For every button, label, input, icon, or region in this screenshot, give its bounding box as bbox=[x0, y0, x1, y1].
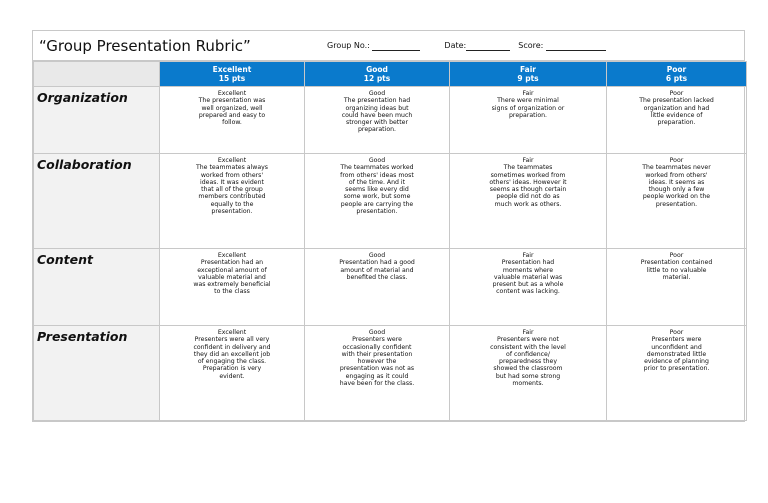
level-points: 15 pts bbox=[218, 74, 246, 83]
cell-description: Presentation had an exceptional amount of valuable material and was extremely beneficial to the class bbox=[193, 259, 271, 296]
rubric-cell bbox=[607, 249, 747, 326]
rubric-row-presentation bbox=[34, 326, 747, 421]
rubric-title: “Group Presentation Rubric” bbox=[39, 36, 251, 55]
level-points: 12 pts bbox=[363, 74, 391, 83]
cell-level: Poor bbox=[669, 157, 684, 164]
form-fields bbox=[327, 41, 606, 51]
rubric-row-content bbox=[34, 249, 747, 326]
cell-description: Presentation contained little to no valuable material. bbox=[640, 259, 713, 281]
cell-description: There were minimal signs of organization or preparation. bbox=[491, 97, 565, 119]
level-points: 9 pts bbox=[517, 74, 539, 83]
level-name: Poor bbox=[666, 65, 687, 74]
rubric-row-organization bbox=[34, 87, 747, 154]
cell-description: The presentation had organizing ideas but could have been much stronger with better preparation. bbox=[341, 97, 413, 134]
cell-description: Presenters were all very confident in delivery and they did an excellent job of engaging the class. Preparation is very evident. bbox=[193, 336, 271, 380]
rubric-cell bbox=[607, 87, 747, 154]
rubric-cell bbox=[305, 249, 450, 326]
cell-level: Excellent bbox=[217, 329, 247, 336]
rubric-cell bbox=[305, 326, 450, 421]
cell-description: The teammates worked from others' ideas most of the time. And it seems like every did some work, but some people are carrying the presentation. bbox=[340, 164, 414, 216]
level-name: Excellent bbox=[212, 65, 252, 74]
rubric-cell bbox=[160, 326, 305, 421]
date-field[interactable] bbox=[466, 41, 510, 51]
cell-level: Poor bbox=[669, 90, 684, 97]
group-number-field[interactable] bbox=[372, 41, 420, 51]
level-header-good bbox=[305, 62, 450, 87]
rubric-cell bbox=[450, 249, 607, 326]
rubric-sheet bbox=[32, 30, 745, 422]
cell-level: Good bbox=[368, 90, 386, 97]
cell-description: The teammates sometimes worked from others' ideas. However it seems as though certain people did not do as much work as others. bbox=[489, 164, 567, 208]
level-header-fair bbox=[450, 62, 607, 87]
score-field[interactable] bbox=[546, 41, 606, 51]
cell-level: Fair bbox=[522, 157, 534, 164]
cell-level: Fair bbox=[522, 252, 534, 259]
criterion-name: Collaboration bbox=[37, 157, 132, 172]
level-header-row bbox=[34, 62, 747, 87]
cell-level: Poor bbox=[669, 329, 684, 336]
rubric-cell bbox=[160, 249, 305, 326]
cell-description: The teammates never worked from others' ideas. It seems as though only a few people worked on the presentation. bbox=[642, 164, 711, 208]
criterion-cell bbox=[34, 249, 160, 326]
cell-description: Presentation had moments where valuable material was present but as a whole content was lacking. bbox=[492, 259, 564, 296]
level-name: Good bbox=[366, 65, 388, 74]
level-name: Fair bbox=[519, 65, 536, 74]
cell-level: Fair bbox=[522, 90, 534, 97]
criterion-cell bbox=[34, 154, 160, 249]
cell-level: Excellent bbox=[217, 252, 247, 259]
rubric-cell bbox=[607, 326, 747, 421]
rubric-cell bbox=[450, 326, 607, 421]
rubric-cell bbox=[450, 154, 607, 249]
rubric-row-collaboration bbox=[34, 154, 747, 249]
cell-level: Good bbox=[368, 157, 386, 164]
rubric-cell bbox=[160, 154, 305, 249]
corner-cell bbox=[34, 62, 160, 87]
date-label: Date: bbox=[444, 41, 467, 50]
level-header-poor bbox=[607, 62, 747, 87]
cell-description: Presenters were not consistent with the level of confidence/ preparedness they showed the classroom but had some strong moments. bbox=[490, 336, 566, 388]
group-number-label: Group No.: bbox=[327, 41, 373, 50]
level-header-excellent bbox=[160, 62, 305, 87]
level-points: 6 pts bbox=[665, 74, 688, 83]
cell-level: Good bbox=[368, 329, 386, 336]
criterion-name: Content bbox=[37, 252, 93, 267]
cell-level: Good bbox=[368, 252, 386, 259]
rubric-table bbox=[33, 61, 747, 421]
cell-description: The presentation lacked organization and had little evidence of preparation. bbox=[639, 97, 714, 127]
cell-description: The presentation was well organized, well prepared and easy to follow. bbox=[198, 97, 266, 127]
title-row bbox=[33, 31, 744, 61]
cell-level: Excellent bbox=[217, 90, 247, 97]
cell-level: Excellent bbox=[217, 157, 247, 164]
criterion-cell bbox=[34, 87, 160, 154]
cell-description: Presenters were unconfident and demonstrated little evidence of planning prior to presentation. bbox=[643, 336, 710, 373]
criterion-name: Organization bbox=[37, 90, 128, 105]
cell-level: Poor bbox=[669, 252, 684, 259]
cell-description: Presentation had a good amount of material and benefited the class. bbox=[339, 259, 415, 281]
cell-description: Presenters were occasionally confident with their presentation however the presentation was not as engaging as it could have been for the class. bbox=[339, 336, 415, 388]
rubric-cell bbox=[305, 87, 450, 154]
rubric-cell bbox=[450, 87, 607, 154]
rubric-cell bbox=[607, 154, 747, 249]
rubric-cell bbox=[305, 154, 450, 249]
cell-description: The teammates always worked from others' ideas. It was evident that all of the group members contributed equally to the presentation. bbox=[195, 164, 269, 216]
cell-level: Fair bbox=[522, 329, 534, 336]
criterion-cell bbox=[34, 326, 160, 421]
criterion-name: Presentation bbox=[37, 329, 128, 344]
rubric-cell bbox=[160, 87, 305, 154]
score-label: Score: bbox=[518, 41, 546, 50]
